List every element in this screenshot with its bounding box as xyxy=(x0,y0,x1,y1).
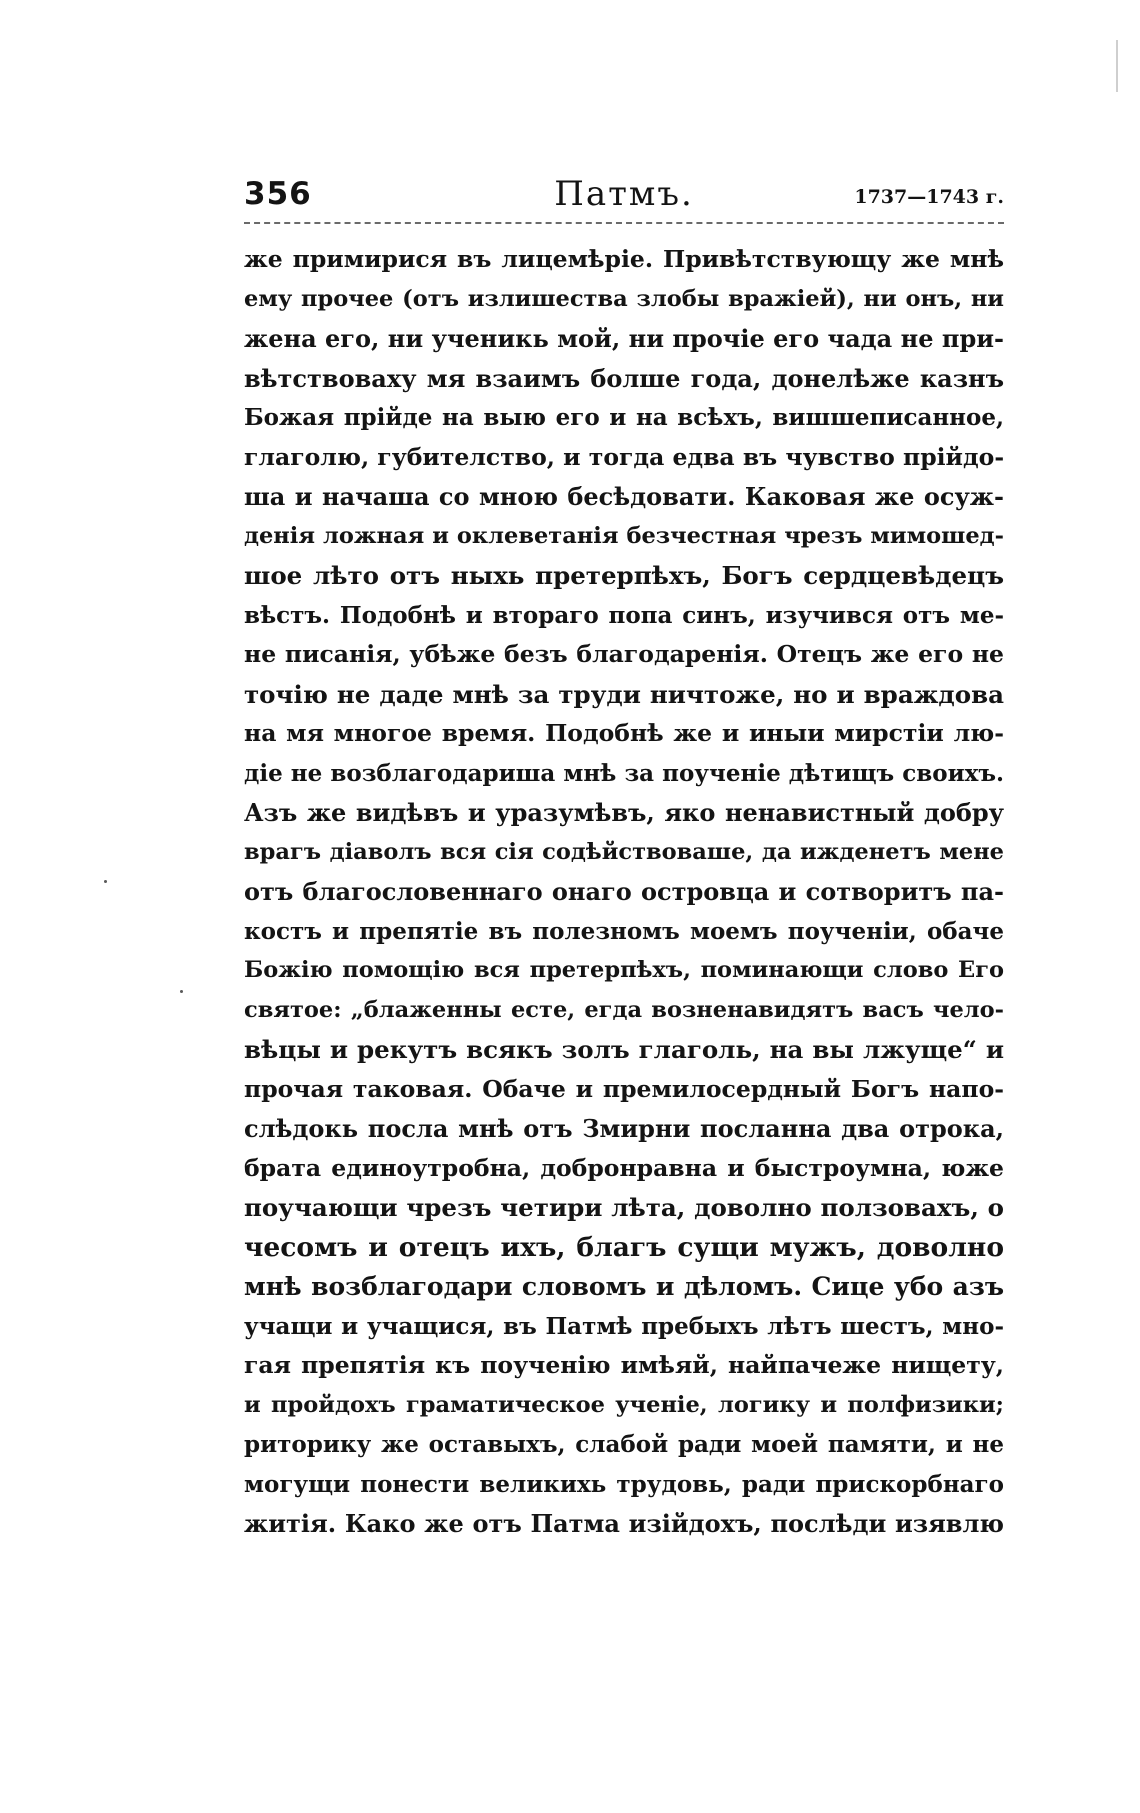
text-line: могущи понести великихь трудовь, ради прискорбнаго xyxy=(244,1470,1004,1498)
text-line: врагъ діаволъ вся сія содѣйствоваше, да ижденетъ мене xyxy=(244,838,1004,865)
print-speck xyxy=(180,990,183,993)
text-line: брата единоутробна, добронравна и быстроумна, юже xyxy=(244,1153,1004,1182)
text-line: гая препятія къ поученію имѣяй, найпачеже нищету, xyxy=(244,1351,1004,1379)
scan-edge-mark xyxy=(1116,40,1118,92)
text-line: костъ и препятіе въ полезномъ моемъ поученіи, обаче xyxy=(244,917,1004,945)
text-line: житія. Како же отъ Патма изійдохъ, послѣди изявлю xyxy=(244,1509,1004,1538)
header-rule xyxy=(244,222,1004,224)
text-line: поучающи чрезъ четири лѣта, доволно ползовахъ, о xyxy=(244,1193,1004,1222)
text-line: мнѣ возблагодари словомъ и дѣломъ. Сице убо азъ xyxy=(244,1272,1004,1301)
text-line: на мя многое время. Подобнѣ же и иныи мирстіи лю- xyxy=(244,719,1004,747)
book-page xyxy=(244,168,1004,1544)
text-line: святое: „блаженны есте, егда возненавидятъ васъ чело- xyxy=(244,996,1004,1023)
body-text xyxy=(244,240,1004,1544)
text-line: прочая таковая. Обаче и премилосердный Богъ напо- xyxy=(244,1074,1004,1103)
text-line: отъ благословеннаго онаго островца и сотворитъ па- xyxy=(244,877,1004,906)
print-speck xyxy=(104,880,107,883)
text-line: и пройдохъ граматическое ученіе, логику и полфизики; xyxy=(244,1391,1004,1418)
year-range: 1737—1743 г. xyxy=(854,186,1004,208)
text-line: не писанія, убѣже безъ благодаренія. Отецъ же его не xyxy=(244,640,1004,668)
text-line: точію не даде мнѣ за труди ничтоже, но и враждова xyxy=(244,679,1004,709)
text-line: же примирися въ лицемѣріе. Привѣтствующу же мнѣ xyxy=(244,245,1004,273)
text-line: Божію помощію вся претерпѣхъ, поминающи слово Его xyxy=(244,957,1004,983)
text-line: риторику же оставыхъ, слабой ради моей памяти, и не xyxy=(244,1431,1004,1458)
text-line: учащи и учащися, въ Патмѣ пребыхъ лѣтъ шестъ, мно- xyxy=(244,1312,1004,1340)
text-line: Азъ же видѣвъ и уразумѣвъ, яко ненавистный добру xyxy=(244,798,1004,827)
text-line: денія ложная и оклеветанія безчестная чрезъ мимошед- xyxy=(244,522,1004,549)
page-number: 356 xyxy=(244,176,312,212)
text-line: слѣдокь посла мнѣ отъ Змирни посланна два отрока, xyxy=(244,1114,1004,1143)
text-line: діе не возблагодариша мнѣ за поученіе дѣтищъ своихъ. xyxy=(244,759,1004,787)
running-title: Патмъ. xyxy=(554,174,694,214)
text-line: шое лѣто отъ ныхь претерпѣхъ, Богъ сердцевѣдецъ xyxy=(244,561,1004,590)
text-line: чесомъ и отецъ ихъ, благъ сущи мужъ, доволно xyxy=(244,1231,1004,1263)
text-line: жена его, ни ученикь мой, ни прочіе его чада не при- xyxy=(244,324,1004,353)
text-line: вѣстъ. Подобнѣ и втораго попа синъ, изучився отъ ме- xyxy=(244,601,1004,629)
text-line: вѣтствоваху мя взаимъ болше года, донелѣже казнъ xyxy=(244,363,1004,393)
text-line: глаголю, губителство, и тогда едва въ чувство прійдо- xyxy=(244,442,1005,471)
text-line: Божая прійде на выю его и на всѣхъ, вишшеписанное, xyxy=(244,404,1004,431)
text-line: ему прочее (отъ излишества злобы вражіей), ни онъ, ни xyxy=(244,285,1004,312)
text-line: ша и начаша со мною бесѣдовати. Каковая же осуж- xyxy=(244,482,1004,511)
text-line: вѣцы и рекутъ всякъ золъ глаголь, на вы лжуще“ и xyxy=(244,1035,1004,1064)
running-header xyxy=(244,168,1004,224)
